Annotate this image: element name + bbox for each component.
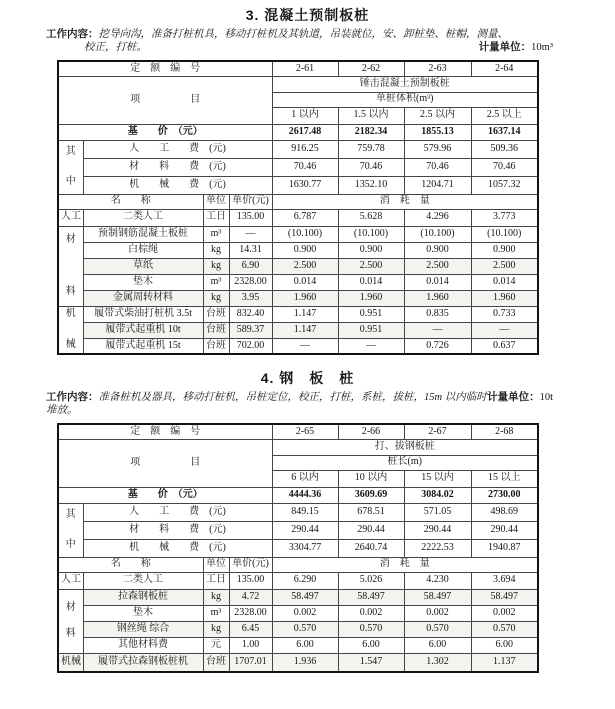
- fee-value: 1630.77: [272, 176, 338, 194]
- project-row: [58, 76, 538, 92]
- fee-value: 70.46: [404, 158, 471, 176]
- section-title-steel-sheet-pile: 4. 钢 板 桩: [260, 370, 355, 386]
- consume-value: 1.960: [471, 290, 538, 306]
- item-unit: 工日: [203, 209, 229, 226]
- measure-unit-label: 计量单位：: [487, 391, 540, 403]
- item-name: 履带式拉森钢板桩机: [83, 653, 203, 672]
- item-name: 草纸: [83, 258, 203, 274]
- fee-row-machine: [58, 176, 538, 194]
- item-name: 垫木: [83, 605, 203, 621]
- unit-head: 单位: [203, 194, 229, 209]
- spec-head: 15 以内: [404, 470, 471, 487]
- material-row: [58, 226, 538, 242]
- base-price-value: 2182.34: [338, 124, 404, 140]
- consume-head: 消 耗 量: [272, 557, 538, 572]
- fee-value: 579.96: [404, 140, 471, 158]
- sub-header: 桩长(m): [272, 455, 538, 470]
- fee-value: 290.44: [272, 521, 338, 539]
- code-row: [58, 424, 538, 439]
- consume-value: 6.290: [272, 572, 338, 589]
- consume-value: 58.497: [272, 589, 338, 605]
- measure-unit-value: 10m³: [531, 42, 553, 53]
- consume-value: 0.002: [404, 605, 471, 621]
- fee-value: 290.44: [404, 521, 471, 539]
- item-name: 金属周转材料: [83, 290, 203, 306]
- consume-value: (10.100): [471, 226, 538, 242]
- consume-value: 1.960: [338, 290, 404, 306]
- base-price-value: 1637.14: [471, 124, 538, 140]
- fee-value: 70.46: [471, 158, 538, 176]
- work-content-text-wrap: [46, 391, 487, 417]
- item-unit: kg: [203, 258, 229, 274]
- consume-value: 0.733: [471, 306, 538, 322]
- fee-row-material: [58, 521, 538, 539]
- item-unit: m³: [203, 226, 229, 242]
- spec-head: 1.5 以内: [338, 107, 404, 124]
- consume-value: 0.570: [471, 621, 538, 637]
- fee-value: 509.36: [471, 140, 538, 158]
- fee-value: 1352.10: [338, 176, 404, 194]
- consume-value: 4.230: [404, 572, 471, 589]
- fee-row-material: [58, 158, 538, 176]
- fee-label: 材 料 费 (元): [83, 158, 272, 176]
- work-content-line2: [46, 41, 553, 54]
- consume-value: 58.497: [471, 589, 538, 605]
- consume-value: —: [471, 322, 538, 338]
- code-value: 2-68: [471, 424, 538, 439]
- fee-value: 849.15: [272, 503, 338, 521]
- material-row: [58, 274, 538, 290]
- item-name: 二类人工: [83, 572, 203, 589]
- fee-value: 290.44: [338, 521, 404, 539]
- item-label: 项 目: [58, 76, 272, 124]
- base-price-label: 基 价 （元）: [58, 124, 272, 140]
- work-content-label: 工作内容：: [46, 391, 99, 403]
- consume-value: 2.500: [404, 258, 471, 274]
- consume-value: 0.951: [338, 306, 404, 322]
- among-which-label: 其 中: [58, 503, 83, 557]
- name-head: 名 称: [58, 194, 203, 209]
- item-name: 预制钢筋混凝土板桩: [83, 226, 203, 242]
- consume-value: 0.002: [471, 605, 538, 621]
- item-unit: kg: [203, 621, 229, 637]
- consume-value: —: [404, 322, 471, 338]
- item-price: 702.00: [229, 338, 272, 354]
- work-content-block-1: [46, 28, 553, 54]
- consume-value: 0.900: [471, 242, 538, 258]
- consume-value: 2.500: [272, 258, 338, 274]
- code-value: 2-63: [404, 61, 471, 76]
- consume-value: 0.900: [338, 242, 404, 258]
- consume-value: 1.137: [471, 653, 538, 672]
- item-price: 1.00: [229, 637, 272, 653]
- work-content-text: 挖导向沟，准备打桩机具，移动打桩机及其轨道，吊装就位，安、卸桩垫、桩帽，测量、: [98, 29, 508, 40]
- base-price-value: 2617.48: [272, 124, 338, 140]
- fee-value: 2640.74: [338, 539, 404, 557]
- item-price: 135.00: [229, 209, 272, 226]
- fee-value: 498.69: [471, 503, 538, 521]
- base-price-row: [58, 124, 538, 140]
- consume-value: 3.694: [471, 572, 538, 589]
- fee-value: 1940.87: [471, 539, 538, 557]
- spec-head: 15 以上: [471, 470, 538, 487]
- consume-value: 0.570: [404, 621, 471, 637]
- item-name: 履带式柴油打桩机 3.5t: [83, 306, 203, 322]
- consume-value: 5.026: [338, 572, 404, 589]
- fee-row-labor: [58, 140, 538, 158]
- base-price-value: 4444.36: [272, 487, 338, 503]
- consume-value: 0.900: [272, 242, 338, 258]
- consume-value: 4.296: [404, 209, 471, 226]
- consume-value: 1.147: [272, 322, 338, 338]
- code-value: 2-64: [471, 61, 538, 76]
- material-row: [58, 589, 538, 605]
- consume-head-row: [58, 557, 538, 572]
- consume-value: 0.570: [272, 621, 338, 637]
- labor-row: [58, 572, 538, 589]
- item-unit: m³: [203, 605, 229, 621]
- consume-value: 0.835: [404, 306, 471, 322]
- item-name: 二类人工: [83, 209, 203, 226]
- code-value: 2-65: [272, 424, 338, 439]
- spec-head: 2.5 以内: [404, 107, 471, 124]
- labor-group-label: 人工: [58, 572, 83, 589]
- machine-row: [58, 653, 538, 672]
- item-price: 14.31: [229, 242, 272, 258]
- quota-table-concrete-sheet-pile: [57, 60, 539, 355]
- consume-value: 1.960: [272, 290, 338, 306]
- work-content-line: [46, 391, 553, 417]
- item-name: 垫木: [83, 274, 203, 290]
- machine-group-label: 机 械: [58, 306, 83, 354]
- work-content-line1: [46, 28, 553, 41]
- base-price-row: [58, 487, 538, 503]
- work-content-text: 准备桩机及器具，移动打桩机，吊桩定位，校正，打桩，系桩，拔桩，15m 以内临时堆放。: [46, 392, 487, 416]
- consume-value: (10.100): [338, 226, 404, 242]
- item-price: 6.45: [229, 621, 272, 637]
- fee-label: 人 工 费 (元): [83, 503, 272, 521]
- item-unit: 台班: [203, 338, 229, 354]
- item-unit: 台班: [203, 306, 229, 322]
- section-title-concrete-sheet-pile: 3. 混凝土预制板桩: [245, 7, 370, 23]
- item-price: 2328.00: [229, 605, 272, 621]
- item-name: 白棕绳: [83, 242, 203, 258]
- fee-value: 678.51: [338, 503, 404, 521]
- fee-row-labor: [58, 503, 538, 521]
- item-name: 其他材料费: [83, 637, 203, 653]
- consume-value: —: [338, 338, 404, 354]
- consume-value: 6.00: [471, 637, 538, 653]
- consume-head: 消 耗 量: [272, 194, 538, 209]
- consume-value: 58.497: [338, 589, 404, 605]
- code-row: [58, 61, 538, 76]
- spec-head: 6 以内: [272, 470, 338, 487]
- code-value: 2-67: [404, 424, 471, 439]
- among-which-label: 其 中: [58, 140, 83, 194]
- item-name: 钢丝绳 综合: [83, 621, 203, 637]
- price-head: 单价(元): [229, 557, 272, 572]
- consume-value: 0.951: [338, 322, 404, 338]
- fee-value: 2222.53: [404, 539, 471, 557]
- consume-value: 6.787: [272, 209, 338, 226]
- consume-value: 2.500: [471, 258, 538, 274]
- item-price: 3.95: [229, 290, 272, 306]
- consume-value: 0.570: [338, 621, 404, 637]
- machine-row: [58, 338, 538, 354]
- work-content-block-2: [46, 391, 553, 417]
- group-header: 锤击混凝土预制板桩: [272, 76, 538, 92]
- item-unit: 台班: [203, 322, 229, 338]
- consume-value: 1.302: [404, 653, 471, 672]
- item-unit: 元: [203, 637, 229, 653]
- code-value: 2-62: [338, 61, 404, 76]
- base-price-value: 3609.69: [338, 487, 404, 503]
- consume-value: —: [272, 338, 338, 354]
- base-price-value: 1855.13: [404, 124, 471, 140]
- fee-value: 759.78: [338, 140, 404, 158]
- fee-value: 70.46: [272, 158, 338, 176]
- code-value: 2-66: [338, 424, 404, 439]
- consume-value: 5.628: [338, 209, 404, 226]
- work-content-text-cont: 校正，打桩。: [84, 42, 147, 53]
- material-row: [58, 242, 538, 258]
- name-head: 名 称: [58, 557, 203, 572]
- material-row: [58, 621, 538, 637]
- material-row: [58, 605, 538, 621]
- item-unit: kg: [203, 242, 229, 258]
- code-label: 定 额 编 号: [58, 424, 272, 439]
- item-price: 589.37: [229, 322, 272, 338]
- measure-unit-value: 10t: [539, 392, 553, 403]
- code-label: 定 额 编 号: [58, 61, 272, 76]
- group-header: 打、拔钢板桩: [272, 439, 538, 455]
- measure-unit-1: [479, 41, 553, 54]
- fee-label: 材 料 费 (元): [83, 521, 272, 539]
- consume-value: (10.100): [404, 226, 471, 242]
- item-unit: kg: [203, 290, 229, 306]
- consume-value: 6.00: [338, 637, 404, 653]
- fee-label: 人 工 费 (元): [83, 140, 272, 158]
- material-row: [58, 258, 538, 274]
- material-group-label: 材 料: [58, 226, 83, 306]
- spec-head: 2.5 以上: [471, 107, 538, 124]
- fee-value: 3304.77: [272, 539, 338, 557]
- consume-value: 1.147: [272, 306, 338, 322]
- consume-head-row: [58, 194, 538, 209]
- consume-value: 0.014: [404, 274, 471, 290]
- item-unit: 台班: [203, 653, 229, 672]
- consume-value: 2.500: [338, 258, 404, 274]
- item-price: 4.72: [229, 589, 272, 605]
- consume-value: 0.900: [404, 242, 471, 258]
- project-row: [58, 439, 538, 455]
- spec-head: 10 以内: [338, 470, 404, 487]
- consume-value: 3.773: [471, 209, 538, 226]
- item-price: 1707.01: [229, 653, 272, 672]
- base-price-value: 3084.02: [404, 487, 471, 503]
- consume-value: (10.100): [272, 226, 338, 242]
- item-price: —: [229, 226, 272, 242]
- item-unit: kg: [203, 589, 229, 605]
- consume-value: 0.726: [404, 338, 471, 354]
- consume-value: 6.00: [404, 637, 471, 653]
- item-price: 832.40: [229, 306, 272, 322]
- consume-value: 6.00: [272, 637, 338, 653]
- quota-table-steel-sheet-pile: [57, 423, 539, 673]
- material-row: [58, 637, 538, 653]
- item-name: 履带式起重机 10t: [83, 322, 203, 338]
- consume-value: 1.936: [272, 653, 338, 672]
- spec-head: 1 以内: [272, 107, 338, 124]
- consume-value: 0.002: [272, 605, 338, 621]
- material-group-label: 材 料: [58, 589, 83, 653]
- fee-value: 290.44: [471, 521, 538, 539]
- fee-value: 571.05: [404, 503, 471, 521]
- consume-value: 0.637: [471, 338, 538, 354]
- base-price-label: 基 价 （元）: [58, 487, 272, 503]
- fee-label: 机 械 费 (元): [83, 539, 272, 557]
- fee-row-machine: [58, 539, 538, 557]
- labor-group-label: 人工: [58, 209, 83, 226]
- fee-value: 916.25: [272, 140, 338, 158]
- fee-value: 1057.32: [471, 176, 538, 194]
- labor-row: [58, 209, 538, 226]
- item-price: 2328.00: [229, 274, 272, 290]
- price-head: 单价(元): [229, 194, 272, 209]
- consume-value: 0.014: [338, 274, 404, 290]
- item-label: 项 目: [58, 439, 272, 487]
- unit-head: 单位: [203, 557, 229, 572]
- base-price-value: 2730.00: [471, 487, 538, 503]
- consume-value: 58.497: [404, 589, 471, 605]
- code-value: 2-61: [272, 61, 338, 76]
- fee-value: 1204.71: [404, 176, 471, 194]
- item-price: 135.00: [229, 572, 272, 589]
- item-name: 履带式起重机 15t: [83, 338, 203, 354]
- fee-value: 70.46: [338, 158, 404, 176]
- sub-header: 单桩体积(m³): [272, 92, 538, 107]
- measure-unit-label: 计量单位：: [478, 41, 532, 53]
- material-row: [58, 290, 538, 306]
- work-content-label: 工作内容：: [46, 28, 99, 40]
- item-unit: m³: [203, 274, 229, 290]
- consume-value: 1.960: [404, 290, 471, 306]
- item-price: 6.90: [229, 258, 272, 274]
- fee-label: 机 械 费 (元): [83, 176, 272, 194]
- measure-unit-2: [487, 391, 553, 417]
- consume-value: 1.547: [338, 653, 404, 672]
- consume-value: 0.014: [272, 274, 338, 290]
- item-unit: 工日: [203, 572, 229, 589]
- machine-row: [58, 306, 538, 322]
- machine-group-label: 机械: [58, 653, 83, 672]
- machine-row: [58, 322, 538, 338]
- item-name: 拉森钢板桩: [83, 589, 203, 605]
- consume-value: 0.014: [471, 274, 538, 290]
- consume-value: 0.002: [338, 605, 404, 621]
